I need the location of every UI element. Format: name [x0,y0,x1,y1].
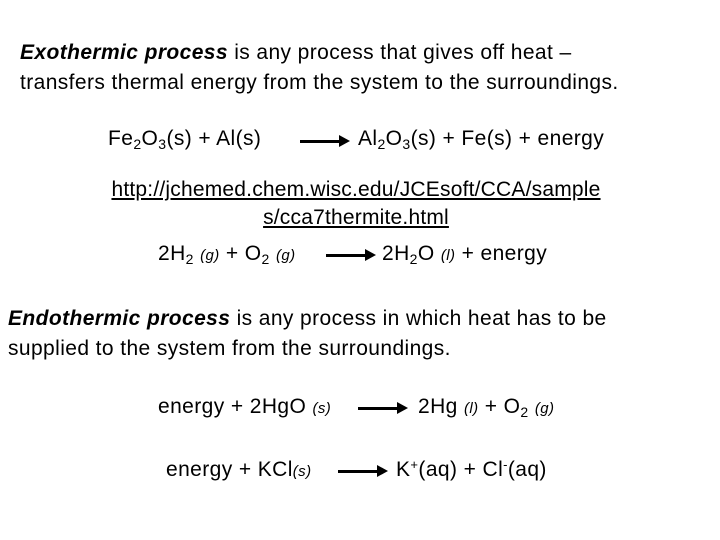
endothermic-line-2: supplied to the system from the surroundings. [8,337,451,360]
eq1-lhs-part: O [141,127,159,150]
eq4-rhs-part: K [396,458,411,481]
eq1-rhs-sub: 3 [402,136,411,152]
eq3-rhs-part: + O [484,395,521,418]
equation-thermite-products [358,127,604,151]
eq3-state: (g) [534,400,555,417]
eq4-rhs-charge: + [410,457,419,472]
exothermic-term: Exothermic process [20,41,228,64]
reaction-arrow-3 [358,407,400,410]
eq1-lhs-part: Fe [108,127,134,150]
eq2-lhs-part: + O [225,242,262,265]
eq2-state: (g) [275,247,296,264]
eq2-lhs-sub: 2 [185,251,194,267]
thermite-link-line-1[interactable]: http://jchemed.chem.wisc.edu/JCEsoft/CCA/sample [111,178,601,201]
eq4-rhs-charge: - [503,457,508,472]
reaction-arrow-4 [338,470,380,473]
equation-hgo-reactants [158,395,331,419]
eq2-lhs-part: 2H [158,242,186,265]
eq1-lhs-sub: 3 [158,136,167,152]
eq4-state: (s) [292,463,312,480]
equation-kcl-products [396,458,547,482]
eq1-rhs-sub: 2 [377,136,386,152]
eq3-state: (s) [312,400,332,417]
equation-hydrogen-products [382,242,547,266]
reaction-arrow-2 [326,254,368,257]
equation-kcl-reactants [166,458,311,482]
eq2-state: (l) [440,247,456,264]
eq3-rhs-sub: 2 [520,404,529,420]
eq2-rhs-part: + energy [461,242,548,265]
eq1-lhs-part: (s) + Al(s) [166,127,262,150]
eq3-lhs-part: energy + 2HgO [158,395,307,418]
thermite-link-line-2[interactable]: s/cca7thermite.html [263,206,449,229]
endothermic-term: Endothermic process [8,307,231,330]
eq1-rhs-part: Al [358,127,378,150]
eq4-lhs-part: energy + KCl [166,458,293,481]
equation-hgo-products [418,395,554,419]
eq2-rhs-sub: 2 [409,251,418,267]
eq3-rhs-part: 2Hg [418,395,458,418]
exothermic-line-1 [20,38,619,68]
eq2-rhs-part: O [417,242,435,265]
exothermic-text-1: is any process that gives off heat – [227,41,572,64]
endothermic-text-1: is any process in which heat has to be [230,307,607,330]
eq2-rhs-part: 2H [382,242,410,265]
exothermic-line-2: transfers thermal energy from the system to the surroundings. [20,71,619,94]
eq3-state: (l) [463,400,479,417]
exothermic-definition [20,38,619,98]
endothermic-definition [8,304,607,364]
eq1-rhs-part: O [385,127,403,150]
equation-thermite-reactants [108,127,261,151]
reaction-arrow-1 [300,140,342,143]
eq4-rhs-part: (aq) + Cl [418,458,504,481]
endothermic-line-1 [8,304,607,334]
equation-hydrogen-reactants [158,242,296,266]
eq2-lhs-sub: 2 [261,251,270,267]
eq2-state: (g) [200,247,220,264]
eq1-rhs-part: (s) + Fe(s) + energy [410,127,605,150]
eq4-rhs-part: (aq) [507,458,547,481]
eq1-lhs-sub: 2 [133,136,142,152]
thermite-link[interactable] [78,176,634,232]
